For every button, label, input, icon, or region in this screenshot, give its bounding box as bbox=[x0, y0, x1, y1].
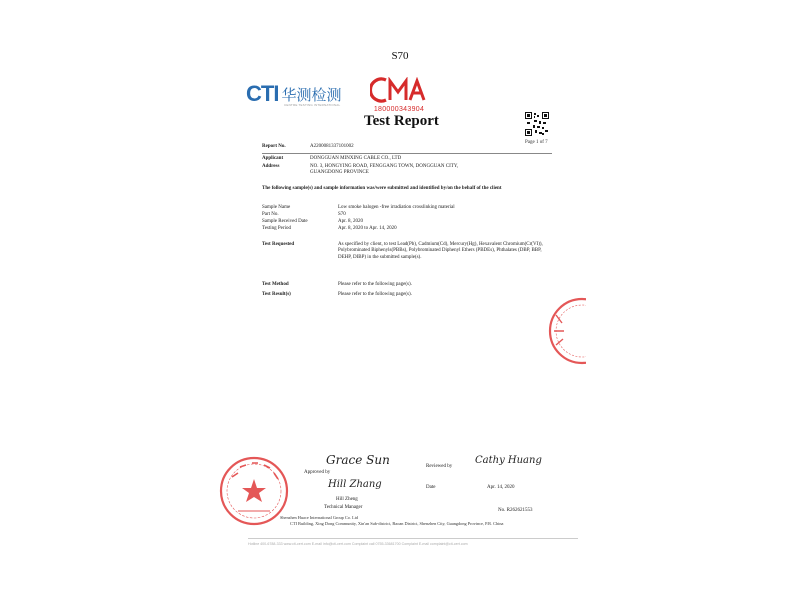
signatory-role: Technical Manager bbox=[324, 505, 363, 510]
date-label: Date bbox=[426, 485, 436, 490]
report-no-value: A2200081337101002 bbox=[310, 144, 354, 149]
received-label: Sample Received Date bbox=[262, 219, 308, 224]
part-no-label: Part No. bbox=[262, 212, 279, 217]
cma-number: 180000343904 bbox=[373, 106, 425, 113]
test-method-label: Test Method bbox=[262, 282, 289, 287]
footer-contact: Hotline 400-6788-333 www.cti-cert.com E-mail info@cti-cert.com Complaint call 0755-33681700 Complaint E-mail complaint@cti-cert.com bbox=[248, 542, 468, 546]
applicant-label: Applicant bbox=[262, 156, 284, 161]
received-value: Apr. 8, 2020 bbox=[338, 219, 363, 224]
qr-code-icon bbox=[525, 112, 549, 136]
period-label: Testing Period bbox=[262, 226, 291, 231]
page-number: Page 1 of 7 bbox=[525, 140, 548, 145]
test-requested-value: As specified by client, to test Lead(Pb), Cadmium(Cd), Mercury(Hg), Hexavalent Chromium(Cr(VI)), Polybrominated Biphenyls(PBBs), Polybrominated Diphenyl Ethers (PBDEs), Phthalates (DBP, BBP, DEHP, DIBP) in the submitted sample(s). bbox=[338, 242, 543, 260]
page-label: S70 bbox=[391, 50, 409, 62]
footer-divider bbox=[248, 538, 578, 539]
test-method-value: Please refer to the following page(s). bbox=[338, 282, 412, 287]
test-results-label: Test Result(s) bbox=[262, 292, 291, 297]
side-seal-stamp-icon bbox=[536, 295, 586, 367]
test-results-value: Please refer to the following page(s). bbox=[338, 292, 412, 297]
cma-logo bbox=[370, 77, 428, 113]
test-requested-label: Test Requested bbox=[262, 242, 295, 247]
part-no-value: S70 bbox=[338, 212, 346, 217]
sample-name-label: Sample Name bbox=[262, 205, 291, 210]
technical-manager-signature: Hill Zhang bbox=[328, 479, 382, 490]
cti-tagline: CENTRE TESTING INTERNATIONAL bbox=[284, 103, 341, 107]
period-value: Apr. 8, 2020 to Apr. 14, 2020 bbox=[338, 226, 397, 231]
date-value: Apr. 14, 2020 bbox=[487, 485, 515, 490]
divider bbox=[262, 153, 552, 154]
reviewed-signature: Cathy Huang bbox=[475, 455, 542, 466]
company-seal-stamp-icon bbox=[218, 455, 290, 527]
cma-mark-icon bbox=[370, 77, 428, 103]
report-title: Test Report bbox=[364, 113, 439, 129]
document-number: No. R262621553 bbox=[498, 508, 533, 513]
address-value: NO. 3, HONGYING ROAD, FENGGANG TOWN, DONGGUAN CITY, GUANGDONG PROVINCE bbox=[310, 164, 459, 176]
cti-logo-letters: CTI bbox=[246, 81, 279, 106]
intro-statement: The following sample(s) and sample information was/were submitted and identified by/on the behalf of the client bbox=[262, 186, 502, 191]
cti-logo bbox=[246, 83, 341, 105]
address-label: Address bbox=[262, 164, 280, 169]
company-line: Shenzhen Huace International Group Co. Ltd bbox=[280, 515, 359, 520]
building-line: CTI Building, Xing Dong Community, Xin'an Sub-district, Baoan District, Shenzhen City, Guangdong Province, P.R. China bbox=[290, 521, 504, 526]
approved-label: Approved by bbox=[304, 470, 331, 475]
signatory-name: Hill Zheng bbox=[336, 497, 358, 502]
applicant-value: DONGGUAN MINXING CABLE CO., LTD bbox=[310, 156, 402, 161]
report-no-label: Report No. bbox=[262, 144, 286, 149]
sample-name-value: Low smoke halogen -free irradiation crosslinking material bbox=[338, 205, 455, 210]
cti-logo-chinese: 华测检测 bbox=[281, 86, 342, 104]
approved-signature: Grace Sun bbox=[326, 453, 390, 467]
test-report-document bbox=[240, 75, 584, 560]
reviewed-label: Reviewed by bbox=[426, 464, 453, 469]
